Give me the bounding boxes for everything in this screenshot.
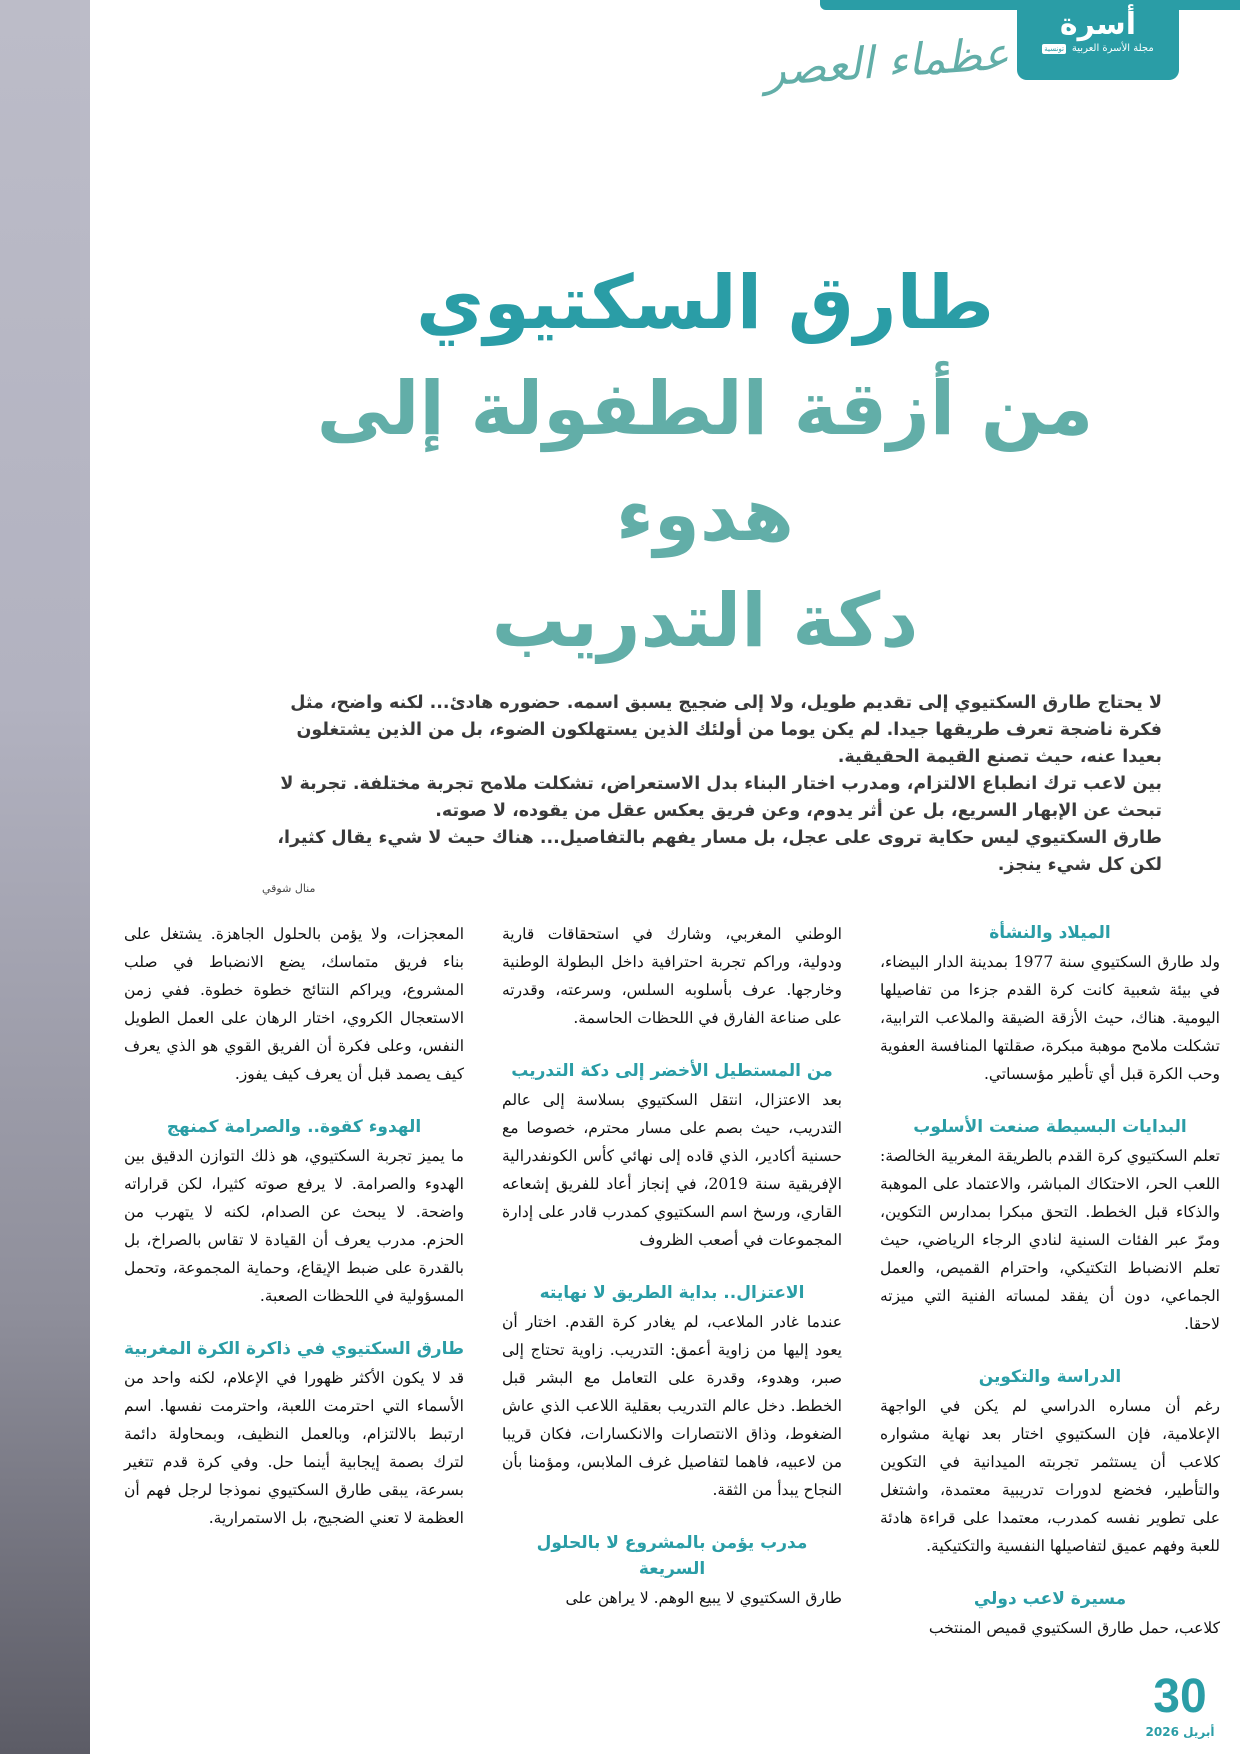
article-body (120, 920, 1220, 1700)
intro-paragraph: بين لاعب ترك انطباع الالتزام، ومدرب اختار البناء بدل الاستعراض، تشكلت ملامح تجربة مختلفة. تجربة لا تبحث عن الإبهار السريع، بل عن أثر يدوم، وعن فريق يعكس عقل من يقوده، لا صوته. (280, 774, 1162, 821)
column-left (124, 920, 464, 1700)
section-heading: مدرب يؤمن بالمشروع لا بالحلول السريعة (536, 1533, 808, 1579)
page-number: 30 (1153, 1670, 1207, 1723)
author-byline: منال شوقي (262, 882, 316, 895)
title-line-1: طارق السكتيوي (415, 260, 995, 346)
magazine-logo (1017, 8, 1179, 80)
section-text: المعجزات، ولا يؤمن بالحلول الجاهزة. يشتغل على بناء فريق متماسك، يضع الانضباط في صلب المشروع، ويراكم النتائج خطوة خطوة. ففي زمن الاستعجال الكروي، اختار الرهان على العمل الطويل النفس، وعلى فكرة أن الفريق القوي هو الذي يعرف كيف يصمد قبل أن يعرف كيف يفوز. (124, 925, 464, 1083)
issue-date: أبريل 2026 (1145, 1725, 1215, 1739)
section-text: رغم أن مساره الدراسي لم يكن في الواجهة الإعلامية، فإن السكتيوي اختار بعد نهاية مشواره كلاعب أن يستثمر تجربته الميدانية في التكوين والتأطير، فخضع لدورات تدريبية معتمدة، واشتغل على تطوير نفسه كمدرب، معتمدا على قراءة هادئة للعبة وفهم عميق لتفاصيلها النفسية والتكتيكية. (880, 1397, 1220, 1555)
decorative-side-stripe (0, 0, 90, 1754)
title-line-3: دكة التدريب (491, 578, 919, 664)
section-heading: البدايات البسيطة صنعت الأسلوب (913, 1117, 1187, 1137)
intro-paragraph: طارق السكتيوي ليس حكاية تروى على عجل، بل مسار يفهم بالتفاصيل... هناك حيث لا شيء يقال كثيرا، لكن كل شيء ينجز. (277, 828, 1162, 875)
section-text: بعد الاعتزال، انتقل السكتيوي بسلاسة إلى عالم التدريب، حيث بصم على مسار محترم، خصوصا مع حسنية أكادير، الذي قاده إلى نهائي كأس الكونفدرالية الإفريقية سنة 2019، في إنجاز أعاد للفريق إشعاعه القاري، ورسخ اسم السكتيوي كمدرب قادر على إدارة المجموعات في أصعب الظروف (502, 1091, 842, 1249)
intro-paragraph: لا يحتاج طارق السكتيوي إلى تقديم طويل، ولا إلى ضجيج يسبق اسمه. حضوره هادئ... لكنه واضح، مثل فكرة ناضجة تعرف طريقها جيدا. لم يكن يوما من أولئك الذين يستهلكون الضوء، بل من الذين يشتغلون بعيدا عنه، حيث تصنع القيمة الحقيقية. (290, 693, 1162, 767)
section-text: قد لا يكون الأكثر ظهورا في الإعلام، لكنه واحد من الأسماء التي احترمت اللعبة، واحترمت نفسها. اسم ارتبط بالالتزام، وبالعمل النظيف، وبمحاولة دائمة لترك بصمة إيجابية أينما حل. وفي كرة قدم تتغير بسرعة، يبقى طارق السكتيوي نموذجا لرجل فهم أن العظمة لا تعني الضجيج، بل الاستمرارية. (124, 1369, 464, 1527)
section-text: ما يميز تجربة السكتيوي، هو ذلك التوازن الدقيق بين الهدوء والصرامة. لا يرفع صوته كثيرا، لكن قراراته واضحة. لا يبحث عن الصدام، لكنه لا يتهرب من الحزم. مدرب يعرف أن القيادة لا تقاس بالصراخ، بل بالقدرة على ضبط الإيقاع، وحماية المجموعة، وتحمل المسؤولية في اللحظات الصعبة. (124, 1147, 464, 1305)
section-heading: الاعتزال.. بداية الطريق لا نهايته (539, 1283, 805, 1303)
article-title (230, 250, 1180, 674)
section-heading: طارق السكتيوي في ذاكرة الكرة المغربية (124, 1339, 464, 1359)
logo-country-tag: تونسية (1044, 45, 1064, 53)
section-heading: مسيرة لاعب دولي (973, 1589, 1127, 1609)
section-text: تعلم السكتيوي كرة القدم بالطريقة المغربية الخالصة: اللعب الحر، الاحتكاك المباشر، والاعتماد على الموهبة والذكاء قبل الخطط. التحق مبكرا بمدارس التكوين، ومرّ عبر الفئات السنية لنادي الرجاء الرياضي، حيث تعلم الانضباط التكتيكي، واحترام القميص، والعمل الجماعي، دون أن يفقد لمساته الفنية التي ميزته لاحقا. (880, 1147, 1220, 1333)
logo-subtitle: مجلة الأسرة العربية (1071, 43, 1154, 54)
section-heading: الدراسة والتكوين (978, 1367, 1122, 1387)
section-heading: من المستطيل الأخضر إلى دكة التدريب (511, 1061, 833, 1081)
title-line-2: من أزقة الطفولة إلى هدوء (316, 366, 1094, 558)
section-text: ولد طارق السكتيوي سنة 1977 بمدينة الدار البيضاء، في بيئة شعبية كانت كرة القدم جزءا من تفاصيلها اليومية. هناك، حيث الأزقة الضيقة والملاعب الترابية، تشكلت ملامح موهبة مبكرة، صقلتها المنافسة العفوية وحب الكرة قبل أي تأطير مؤسساتي. (880, 953, 1220, 1083)
logo-subtitle-row (1042, 42, 1153, 56)
section-text: كلاعب، حمل طارق السكتيوي قميص المنتخب (928, 1619, 1220, 1637)
intro-lead (262, 690, 1162, 897)
section-heading: الهدوء كقوة.. والصرامة كمنهج (166, 1117, 422, 1137)
section-text: طارق السكتيوي لا يبيع الوهم. لا يراهن على (565, 1589, 842, 1607)
logo-title: أسرة (1059, 7, 1137, 42)
section-tag: عظماء العصر (762, 28, 1011, 97)
section-text: عندما غادر الملاعب، لم يغادر كرة القدم. اختار أن يعود إليها من زاوية أعمق: التدريب. زاوية تحتاج إلى صبر، وهدوء، وقدرة على التعامل مع البشر قبل الخطط. دخل عالم التدريب بعقلية اللاعب الذي عاش الضغوط، وذاق الانتصارات والانكسارات، فكان قريبا من لاعبيه، فاهما لتفاصيل غرف الملابس، ومؤمنا بأن النجاح يبدأ من الثقة. (502, 1313, 842, 1499)
section-heading: الميلاد والنشأة (989, 923, 1111, 943)
column-right (880, 920, 1220, 1700)
column-middle (502, 920, 842, 1700)
section-text: الوطني المغربي، وشارك في استحقاقات قارية ودولية، وراكم تجربة احترافية داخل البطولة الوطنية وخارجها. عرف بأسلوبه السلس، وسرعته، وقدرته على صناعة الفارق في اللحظات الحاسمة. (502, 925, 842, 1027)
